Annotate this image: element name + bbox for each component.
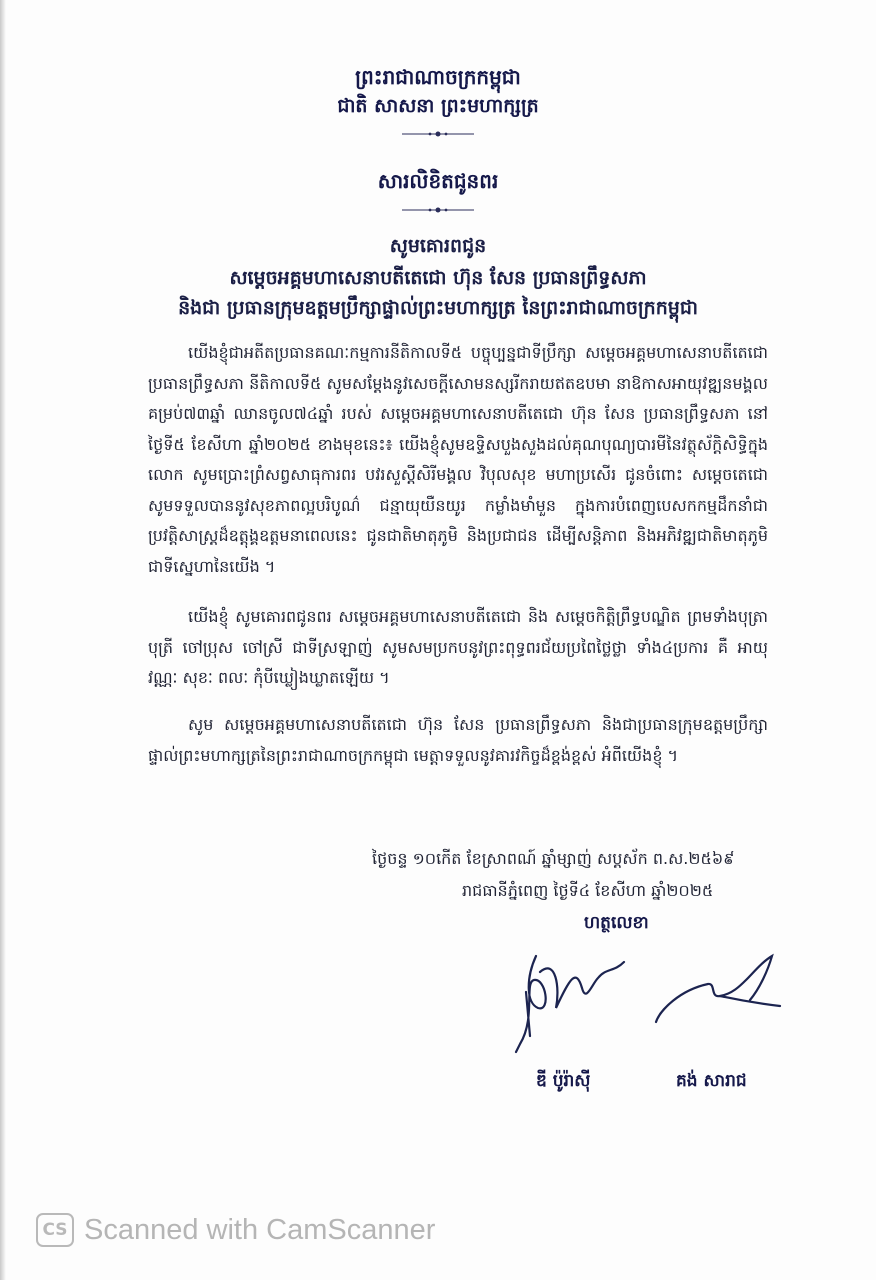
national-motto: ជាតិ សាសនា ព្រះមហាក្សត្រ <box>337 95 539 117</box>
kingdom-header: ព្រះរាជាណាចក្រកម្ពុជា <box>355 65 521 89</box>
ornament-divider <box>400 206 476 214</box>
camscanner-watermark <box>36 1208 435 1252</box>
lunar-date: ថ្ងៃចន្ទ ១០កើត ខែស្រាពណ៍ ឆ្នាំម្សាញ់ សប្តស័ក ព.ស.២៥៦៩ <box>372 849 735 868</box>
document-title: សារលិខិតជូនពរ <box>377 169 499 193</box>
solar-date: រាជធានីភ្នំពេញ ថ្ងៃទី៤ ខែសីហា ឆ្នាំ២០២៥ <box>462 881 714 900</box>
paragraph-text: សូម សម្តេចអគ្គមហាសេនាបតីតេជោ ហ៊ុន សែន ប្រធានព្រឹទ្ធសភា និងជាប្រធានក្រុមឧត្តមប្រឹក្សាផ្ទាល់ព្រះមហាក្សត្រនៃព្រះរាជាណាចក្រកម្ពុជា មេត្តាទទួលនូវគារវកិច្ចដ៏ខ្ពង់ខ្ពស់ អំពីយើងខ្ញុំ ។ <box>148 715 768 765</box>
signer-name-1: ឌី ប៉ូរ៉ាស៊ី <box>536 1071 591 1091</box>
body-paragraph-3 <box>148 710 768 771</box>
paragraph-text: យើងខ្ញុំជាអតីតប្រធានគណៈកម្មការនីតិកាលទី៥ បច្ចុប្បន្នជាទីប្រឹក្សា សម្តេចអគ្គមហាសេនាបតីតេជោ ប្រធានព្រឹទ្ធសភា នីតិកាលទី៥ សូមសម្តែងនូវសេចក្តីសោមនស្សរីករាយឥតឧបមា នាឱកាសអាយុវឌ្ឍនមង្គលគម្រប់៧៣ឆ្នាំ ឈានចូល៧៤ឆ្នាំ របស់ សម្តេចអគ្គមហាសេនាបតីតេជោ ហ៊ុន សែន ប្រធានព្រឹទ្ធសភា នៅថ្ងៃទី៥ ខែសីហា ឆ្នាំ២០២៥ ខាងមុខនេះ៖ យើងខ្ញុំសូមឧទ្ទិសបួងសួងដល់គុណបុណ្យបារមីនៃវត្ថុស័ក្តិសិទ្ធិក្នុងលោក សូមប្រោះព្រំសព្វសាធុការពរ បវរសួស្តីសិរីមង្គល វិបុលសុខ មហាប្រសើរ ជូនចំពោះ សម្តេចតេជោ សូមទទួលបាននូវសុខភាពល្អបរិបូណ៌ ជន្មាយុយឺនយូរ កម្លាំងមាំមួន ក្នុងការបំពេញបេសកកម្មដឹកនាំជាប្រវត្តិសាស្ត្រដ៏ឧត្តុង្គឧត្តមនាពេលនេះ ជូនជាតិមាតុភូមិ និងប្រជាជន ដើម្បីសន្តិភាព និងអភិវឌ្ឍជាតិមាតុភូមិជាទីស្នេហានៃយើង ។ <box>148 343 768 576</box>
handwritten-signature-1 <box>496 948 646 1058</box>
recipient-line-2: និងជា ប្រធានក្រុមឧត្តមប្រឹក្សាផ្ទាល់ព្រះមហាក្សត្រ នៃព្រះរាជាណាចក្រកម្ពុជា <box>178 297 698 319</box>
signer-name-2: គង់ សារាជ <box>676 1071 747 1091</box>
salutation: សូមគោរពជូន <box>389 235 487 257</box>
watermark-text: Scanned with CamScanner <box>84 1213 436 1246</box>
body-paragraph-2 <box>148 602 768 694</box>
recipient-line-1: សម្តេចអគ្គមហាសេនាបតីតេជោ ហ៊ុន សែន ប្រធានព្រឹទ្ធសភា <box>229 267 647 289</box>
handwritten-signature-2 <box>650 950 800 1030</box>
paragraph-text: យើងខ្ញុំ សូមគោរពជូនពរ សម្តេចអគ្គមហាសេនាបតីតេជោ និង សម្តេចកិត្តិព្រឹទ្ធបណ្ឌិត ព្រមទាំងបុត្រា បុត្រី ចៅប្រុស ចៅស្រី ជាទីស្រឡាញ់ សូមសមប្រកបនូវព្រះពុទ្ធពរជ័យប្រពៃថ្លៃថ្លា ទាំង៤ប្រការ គឺ អាយុ វណ្ណៈ សុខៈ ពលៈ កុំបីឃ្លៀងឃ្លាតឡើយ ។ <box>148 607 768 687</box>
signature-label: ហត្ថលេខា <box>584 913 649 933</box>
camscanner-logo-icon: CS <box>36 1213 74 1247</box>
body-paragraph-1 <box>148 338 768 582</box>
ornament-divider <box>400 130 476 138</box>
